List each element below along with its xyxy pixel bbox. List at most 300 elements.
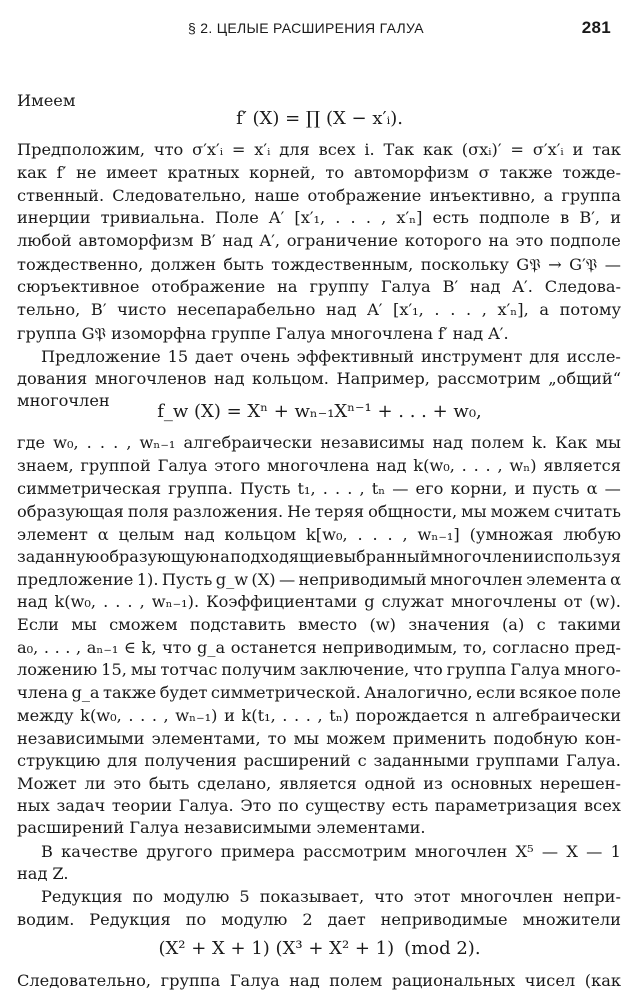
word: .	[485, 456, 491, 475]
word: вместо	[298, 615, 358, 634]
word: подобную	[493, 729, 578, 748]
word: отображение	[307, 186, 422, 205]
word: сможем	[109, 615, 178, 634]
word: имеет	[106, 163, 158, 182]
word: поля	[127, 502, 169, 521]
word: для	[279, 140, 310, 159]
word: A′,	[259, 231, 281, 250]
word: по	[278, 796, 299, 815]
word: —	[392, 479, 409, 498]
word: =	[510, 140, 524, 159]
word: кольцом.	[252, 369, 329, 388]
word: быть	[148, 774, 190, 793]
word: wₙ₋₁	[139, 433, 176, 452]
word: Галуа	[229, 971, 280, 990]
word: группа	[17, 324, 77, 343]
word: инструмент	[420, 347, 523, 366]
word: группу	[309, 277, 369, 296]
word: ,	[481, 300, 487, 319]
word: всех	[584, 796, 621, 815]
word: α	[586, 479, 598, 498]
word: .	[54, 638, 60, 657]
word: .	[305, 706, 311, 725]
word: A′.	[488, 324, 509, 343]
word: X⁵	[515, 842, 534, 861]
word: —	[278, 570, 296, 589]
word: другого	[146, 842, 213, 861]
word: с	[357, 751, 367, 770]
word: многочлены	[450, 592, 557, 611]
word: f′	[437, 324, 448, 343]
word: σ′x′ᵢ	[532, 140, 564, 159]
word: предложение	[17, 570, 134, 589]
word: тожде-	[562, 163, 621, 182]
word: (умножая	[469, 525, 554, 544]
word: (как	[584, 971, 621, 990]
word: .	[473, 456, 479, 475]
word: получим	[221, 660, 296, 679]
word: образующую	[99, 547, 210, 566]
word: Галуа	[275, 324, 326, 343]
word: водим.	[17, 910, 75, 929]
word: k(w₀,	[54, 592, 97, 611]
word: —	[604, 255, 621, 274]
word: общности,	[368, 502, 458, 521]
word: a₀,	[17, 638, 39, 657]
word: поскольку	[420, 255, 509, 274]
word: —	[604, 479, 621, 498]
word: B′	[90, 300, 107, 319]
word: Как	[555, 433, 588, 452]
word: для	[107, 751, 138, 770]
word: непри-	[563, 887, 621, 906]
word: wₙ₋₁).	[151, 592, 200, 611]
word: ∈	[123, 638, 136, 657]
word: любой	[17, 231, 72, 250]
display-formula: f_w (X) = Xⁿ + wₙ₋₁Xⁿ⁻¹ + . . . + w₀,	[157, 401, 482, 422]
word: Пусть	[161, 570, 213, 589]
word: g	[364, 592, 375, 611]
word: полем	[471, 433, 524, 452]
word: .	[387, 525, 393, 544]
word: Если	[17, 615, 59, 634]
word: k(t₁,	[241, 706, 276, 725]
word: служат	[381, 592, 444, 611]
word: кольцом	[224, 525, 297, 544]
word: x′ᵢ	[254, 140, 271, 159]
word: ных	[17, 796, 50, 815]
word: выбранный	[334, 547, 431, 566]
word: дает	[195, 347, 234, 366]
word: группа	[160, 971, 221, 990]
word: В	[41, 842, 53, 861]
word: .	[334, 479, 341, 498]
word: отображение	[151, 277, 266, 296]
word: .	[350, 208, 356, 227]
word: многочлена	[330, 324, 433, 343]
word: многочлен	[430, 547, 523, 566]
word: что	[153, 140, 184, 159]
word: струкцию	[17, 751, 101, 770]
word: над	[17, 864, 48, 883]
word: α	[610, 570, 621, 589]
word: Не	[287, 502, 311, 521]
word: знаем,	[17, 456, 74, 475]
word: считать	[554, 502, 621, 521]
word: Галуа.	[178, 796, 234, 815]
word: G𝔓	[81, 324, 107, 343]
word: .	[99, 433, 106, 452]
word: .	[151, 706, 157, 725]
word: многочлен	[430, 570, 523, 589]
word: Коэффициентами	[206, 592, 358, 611]
word: из	[423, 774, 443, 793]
word: ,	[497, 456, 503, 475]
word: ли	[84, 774, 106, 793]
word: иссле-	[566, 347, 621, 366]
word: B′,	[579, 208, 601, 227]
word: группа	[446, 660, 507, 679]
word: и	[224, 706, 235, 725]
word: многочлен	[460, 887, 554, 906]
word: ,	[126, 433, 132, 452]
word: порождается	[355, 706, 469, 725]
word: по	[185, 910, 207, 929]
word: используя	[533, 547, 621, 566]
word: алгебраически	[492, 706, 621, 725]
word: k.	[532, 433, 548, 452]
word: .	[434, 300, 440, 319]
word: расширений	[243, 751, 351, 770]
word: X	[566, 842, 578, 861]
word: wₙ)	[509, 456, 537, 475]
word: элементами,	[151, 729, 261, 748]
word: Предложение	[41, 347, 161, 366]
word: тождественно,	[17, 255, 144, 274]
word: A′.	[512, 277, 533, 296]
word: подходящие	[230, 547, 334, 566]
formula-modulus: (mod 2).	[404, 938, 481, 959]
word: над	[326, 300, 357, 319]
word: пред-	[574, 638, 621, 657]
word: .	[335, 208, 341, 227]
word: очень	[240, 347, 290, 366]
word: неприводимые	[380, 910, 508, 929]
word: поле	[580, 683, 621, 702]
word: от	[563, 592, 583, 611]
word: независимы	[320, 433, 425, 452]
word: заданную	[17, 547, 100, 566]
word: значения	[408, 615, 490, 634]
word: инерции	[17, 208, 91, 227]
word: также	[499, 163, 553, 182]
word: .	[115, 592, 121, 611]
text-line	[17, 968, 621, 994]
word: группе	[211, 324, 271, 343]
word: его	[415, 479, 444, 498]
word: симметрическая	[17, 479, 162, 498]
word: wₙ₋₁)	[175, 706, 218, 725]
word: Z.	[52, 864, 69, 883]
word: является	[543, 456, 621, 475]
word: будет	[159, 683, 208, 702]
word: ственный.	[17, 186, 105, 205]
word: w₀,	[53, 433, 79, 452]
word: а	[539, 300, 550, 319]
word: которого	[404, 231, 482, 250]
word: как	[423, 140, 453, 159]
word: .	[65, 638, 71, 657]
word: потому	[559, 300, 621, 319]
word: мы	[293, 729, 320, 748]
word: и	[514, 479, 526, 498]
word: .	[86, 433, 92, 452]
word: останется	[230, 638, 317, 657]
word: можем	[490, 502, 551, 521]
word: заключение,	[299, 660, 410, 679]
word: всех	[318, 140, 356, 159]
word: B′	[200, 231, 216, 250]
word: элемент	[17, 525, 88, 544]
word: g_w	[215, 570, 249, 589]
word: элементами.	[316, 818, 426, 837]
word: над	[17, 592, 48, 611]
word: тотчас	[160, 660, 218, 679]
word: 15	[167, 347, 189, 366]
text-line	[17, 907, 621, 933]
word: ,	[402, 525, 408, 544]
word: множители	[522, 910, 621, 929]
word: то	[267, 729, 287, 748]
word: неприводимым,	[322, 638, 458, 657]
word: =	[231, 140, 246, 159]
word: образующая	[17, 502, 124, 521]
word: ,	[76, 638, 82, 657]
word: „общий“	[548, 369, 621, 388]
word: независимыми	[184, 818, 312, 837]
word: неприводимый	[298, 570, 427, 589]
word: x′ₙ]	[396, 208, 423, 227]
word: кратных	[167, 163, 240, 182]
word: .	[282, 706, 288, 725]
word: группа	[561, 186, 621, 205]
word: где	[17, 433, 46, 452]
word: быть	[223, 255, 264, 274]
word: между	[17, 706, 74, 725]
word: ,	[381, 208, 387, 227]
word: разложения.	[172, 502, 284, 521]
word: на	[209, 547, 230, 566]
word: над	[222, 231, 253, 250]
word: ложению	[17, 660, 98, 679]
word: изоморфна	[111, 324, 207, 343]
word: это	[113, 774, 142, 793]
word: для	[529, 347, 560, 366]
display-formula-mod2	[0, 935, 639, 963]
word: k(w₀,	[80, 706, 122, 725]
word: существу	[305, 796, 386, 815]
word: по	[132, 887, 154, 906]
word: g_a	[197, 638, 226, 657]
word: (w).	[589, 592, 621, 611]
word: [x′₁,	[294, 208, 326, 227]
word: чисел	[524, 971, 576, 990]
word: i.	[364, 140, 375, 159]
word: ,	[139, 592, 145, 611]
word: тривиальна.	[100, 208, 205, 227]
word: есть	[391, 796, 429, 815]
word: над	[452, 324, 484, 343]
word: t₁,	[297, 479, 316, 498]
word: качестве	[61, 842, 138, 861]
word: согласно	[492, 638, 570, 657]
word: .	[347, 479, 353, 498]
word: дования	[17, 369, 88, 388]
word: такими	[558, 615, 621, 634]
word: дает	[327, 910, 366, 929]
word: .	[365, 208, 371, 227]
word: Например,	[336, 369, 430, 388]
word: tₙ)	[329, 706, 350, 725]
word: ,	[359, 479, 365, 498]
word: .	[372, 525, 378, 544]
word: корней,	[249, 163, 316, 182]
word: g_a	[71, 683, 100, 702]
word: 1).	[136, 570, 159, 589]
word: с	[536, 615, 546, 634]
running-header: § 2. ЦЕЛЫЕ РАСШИРЕНИЯ ГАЛУА	[188, 20, 424, 36]
word: Предположим,	[17, 140, 146, 159]
word: инъективно,	[429, 186, 536, 205]
word: независимыми	[17, 729, 145, 748]
display-formula: f′ (X) = ∏ (X − x′ᵢ).	[236, 108, 403, 129]
word: G𝔓	[516, 255, 541, 274]
word: Редукция	[41, 887, 123, 906]
word: тождественным,	[271, 255, 414, 274]
word: (w)	[369, 615, 396, 634]
text-line	[17, 297, 621, 323]
word: σ	[478, 163, 490, 182]
word: чисто	[117, 300, 167, 319]
word: Пусть	[239, 479, 291, 498]
word: что	[374, 887, 404, 906]
word: а	[543, 186, 554, 205]
word: многочлен	[17, 391, 110, 410]
word: нерешен-	[539, 774, 621, 793]
word: Галуа.	[565, 751, 621, 770]
word: k(w₀,	[413, 456, 455, 475]
word: Следова-	[544, 277, 621, 296]
word: —	[586, 842, 603, 861]
word: .	[461, 456, 467, 475]
word: задач	[56, 796, 106, 815]
word: одной	[364, 774, 416, 793]
word: .	[113, 433, 119, 452]
word: что	[413, 660, 443, 679]
word: группа.	[168, 479, 233, 498]
word: .	[357, 525, 363, 544]
word: то,	[463, 638, 487, 657]
word: .	[322, 479, 328, 498]
word: .	[294, 706, 300, 725]
word: любую	[563, 525, 621, 544]
word: aₙ₋₁	[86, 638, 119, 657]
word: 15,	[101, 660, 127, 679]
word: 2	[302, 910, 313, 929]
word: и	[522, 547, 534, 566]
word: Следовательно,	[17, 971, 152, 990]
word: тельно,	[17, 300, 81, 319]
word: .	[465, 300, 472, 319]
word: и	[610, 208, 621, 227]
word: также	[103, 683, 157, 702]
word: над	[432, 433, 463, 452]
word: Следовательно,	[112, 186, 247, 205]
word: модулю	[221, 910, 288, 929]
text-line	[17, 228, 621, 254]
word: подставить	[189, 615, 286, 634]
word: 1	[610, 842, 621, 861]
word: .	[140, 706, 146, 725]
word: Это	[240, 796, 272, 815]
word: Аналогично,	[364, 683, 473, 702]
word: сюръективное	[17, 277, 140, 296]
word: корни,	[450, 479, 508, 498]
word: расширений	[17, 818, 125, 837]
word: получения	[144, 751, 237, 770]
word: Имеем	[17, 91, 76, 110]
word: .	[450, 300, 456, 319]
word: автоморфизм	[353, 163, 469, 182]
text-line	[17, 815, 621, 841]
word: подполе	[549, 231, 621, 250]
word: целым	[118, 525, 175, 544]
word: k[w₀,	[305, 525, 348, 544]
word: Может	[17, 774, 77, 793]
word: (σxᵢ)′	[461, 140, 502, 159]
word: элемента	[526, 570, 607, 589]
word: так	[592, 140, 621, 159]
word: Галуа	[157, 456, 208, 475]
word: мы	[130, 660, 157, 679]
word: кон-	[584, 729, 621, 748]
word: многочленов	[94, 369, 207, 388]
word: k,	[141, 638, 157, 657]
word: A′	[367, 300, 383, 319]
word: tₙ	[371, 479, 386, 498]
word: члена	[17, 683, 69, 702]
word: на	[488, 231, 509, 250]
word: несепарабельно	[176, 300, 316, 319]
word: модулю	[163, 887, 230, 906]
word: Так	[383, 140, 415, 159]
word: примера	[220, 842, 295, 861]
word: мы	[461, 502, 487, 521]
word: что	[162, 638, 192, 657]
word: алгебраически	[183, 433, 313, 452]
word: если	[476, 683, 516, 702]
word: .	[43, 638, 50, 657]
word: A′	[268, 208, 285, 227]
word: ,	[317, 706, 323, 725]
word: этого	[214, 456, 261, 475]
word: и	[572, 140, 584, 159]
word: то	[325, 163, 345, 182]
word: ,	[163, 706, 169, 725]
word: над	[470, 277, 501, 296]
word: мы	[71, 615, 97, 634]
word: Редукция	[89, 910, 171, 929]
